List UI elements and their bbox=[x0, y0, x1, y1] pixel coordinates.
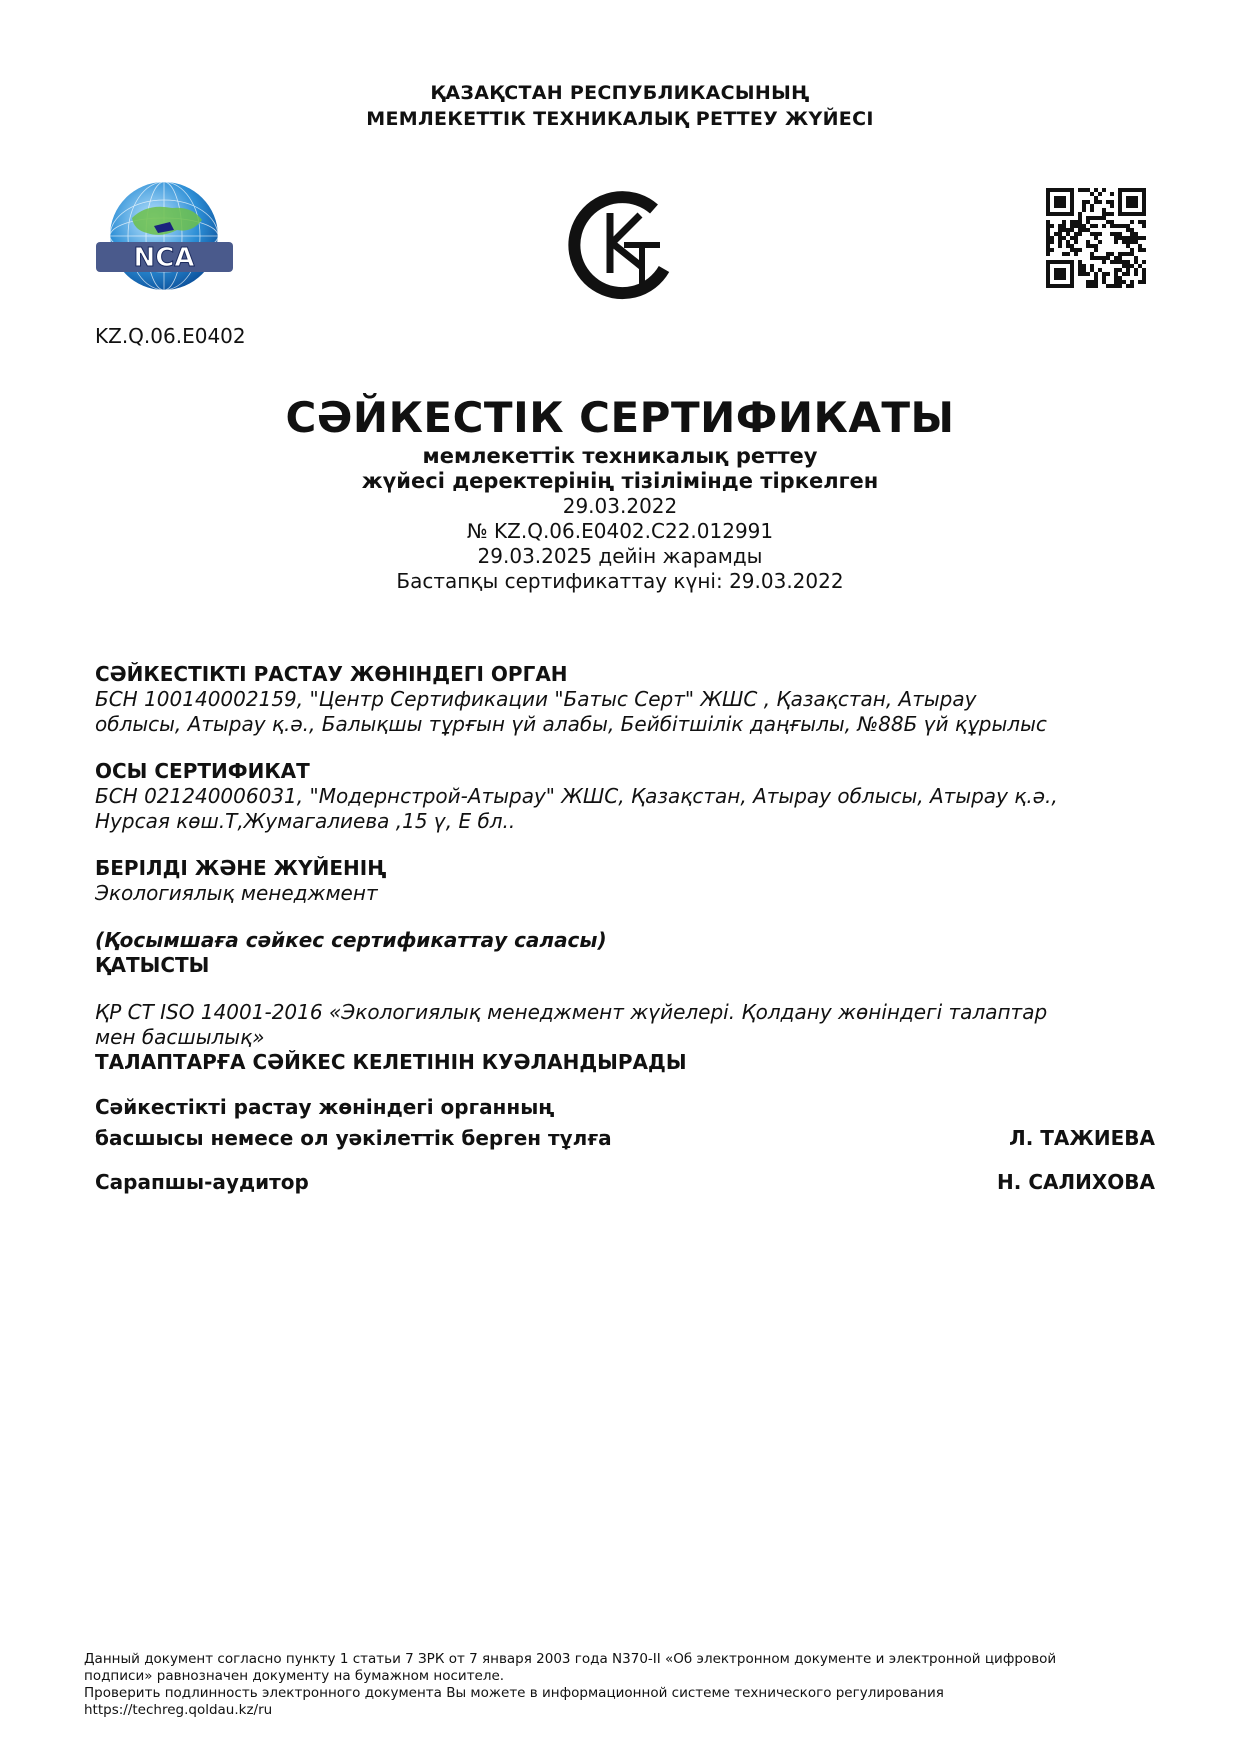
issued-heading: БЕРІЛДІ ЖӘНЕ ЖҮЙЕНІҢ bbox=[95, 856, 387, 880]
footer-note bbox=[84, 1651, 1164, 1719]
certificate-subtitle bbox=[0, 444, 1240, 494]
certificate-number: № KZ.Q.06.E0402.C22.012991 bbox=[466, 519, 774, 543]
conformity-statement: ТАЛАПТАРҒА СӘЙКЕС КЕЛЕТІНІН КУӘЛАНДЫРАДЫ bbox=[95, 1050, 687, 1074]
head-name: Л. ТАЖИЕВА bbox=[1009, 1126, 1155, 1150]
subtitle-line-2: жүйесі деректерінің тізілімінде тіркелген bbox=[361, 469, 879, 493]
management-system: Экологиялық менеджмент bbox=[95, 881, 378, 905]
footer-line-2: подписи» равнозначен документу на бумажном носителе. bbox=[84, 1668, 505, 1684]
this-certificate-heading: ОСЫ СЕРТИФИКАТ bbox=[95, 759, 310, 783]
head-title-line-1: Сәйкестікті растау жөніндегі органның bbox=[95, 1095, 555, 1119]
auditor-signature-row bbox=[95, 1167, 1155, 1198]
header-line-2: МЕМЛЕКЕТТІК ТЕХНИКАЛЫҚ РЕТТЕУ ЖҮЙЕСІ bbox=[366, 108, 874, 130]
nca-logo bbox=[92, 178, 237, 298]
valid-until: 29.03.2025 дейін жарамды bbox=[477, 544, 763, 568]
standard-line-1: ҚР СТ ISO 14001-2016 «Экологиялық менеджмент жүйелері. Қолдану жөніндегі талаптар bbox=[95, 1000, 1048, 1024]
standard-section bbox=[95, 1000, 1155, 1075]
holder-line-2: Нурсая көш.Т,Жумагалиева ,15 ү, Е бл.. bbox=[95, 809, 516, 833]
certification-body-section bbox=[95, 662, 1155, 737]
auditor-name: Н. САЛИХОВА bbox=[997, 1170, 1155, 1194]
header-title bbox=[0, 80, 1240, 132]
certification-body-line-1: БСН 100140002159, "Центр Сертификации "Батыс Серт" ЖШС , Қазақстан, Атырау bbox=[95, 687, 977, 711]
qr-code bbox=[1046, 188, 1146, 288]
nca-logo-text: NCA bbox=[133, 243, 195, 273]
certificate-title: СӘЙКЕСТІК СЕРТИФИКАТЫ bbox=[285, 393, 955, 442]
footer-line-1: Данный документ согласно пункту 1 статьи 7 ЗРК от 7 января 2003 года N370-II «Об электронном документе и электронной цифровой bbox=[84, 1651, 1057, 1667]
subtitle-line-1: мемлекеттік техникалық реттеу bbox=[422, 444, 818, 468]
body-number: KZ.Q.06.E0402 bbox=[95, 324, 246, 348]
scope-note: (Қосымшаға сәйкес сертификаттау саласы) bbox=[95, 928, 607, 952]
certification-body-heading: СӘЙКЕСТІКТІ РАСТАУ ЖӨНІНДЕГІ ОРГАН bbox=[95, 662, 568, 686]
registration-block bbox=[0, 494, 1240, 594]
footer-line-4[interactable]: https://techreg.qoldau.kz/ru bbox=[84, 1702, 273, 1718]
relating-heading: ҚАТЫСТЫ bbox=[95, 953, 210, 977]
footer-line-3: Проверить подлинность электронного документа Вы можете в информационной системе технического регулирования bbox=[84, 1685, 944, 1701]
header-line-1: ҚАЗАҚСТАН РЕСПУБЛИКАСЫНЫҢ bbox=[430, 82, 810, 104]
kt-logo bbox=[566, 183, 680, 303]
auditor-label: Сарапшы-аудитор bbox=[95, 1170, 309, 1194]
head-title-line-2: басшысы немесе ол уәкілеттік берген тұлға bbox=[95, 1126, 612, 1150]
scope-section bbox=[95, 928, 1155, 978]
certificate-holder-section bbox=[95, 759, 1155, 834]
initial-certification-date: Бастапқы сертификаттау күні: 29.03.2022 bbox=[396, 569, 844, 593]
registration-date: 29.03.2022 bbox=[562, 494, 678, 518]
issued-section bbox=[95, 856, 1155, 906]
certification-body-line-2: облысы, Атырау қ.ә., Балықшы тұрғын үй алабы, Бейбітшілік даңғылы, №88Б үй құрылыс bbox=[95, 712, 1047, 736]
holder-line-1: БСН 021240006031, "Модернстрой-Атырау" ЖШС, Қазақстан, Атырау облысы, Атырау қ.ә., bbox=[95, 784, 1058, 808]
standard-line-2: мен басшылық» bbox=[95, 1025, 265, 1049]
head-signature-row bbox=[95, 1092, 1155, 1154]
